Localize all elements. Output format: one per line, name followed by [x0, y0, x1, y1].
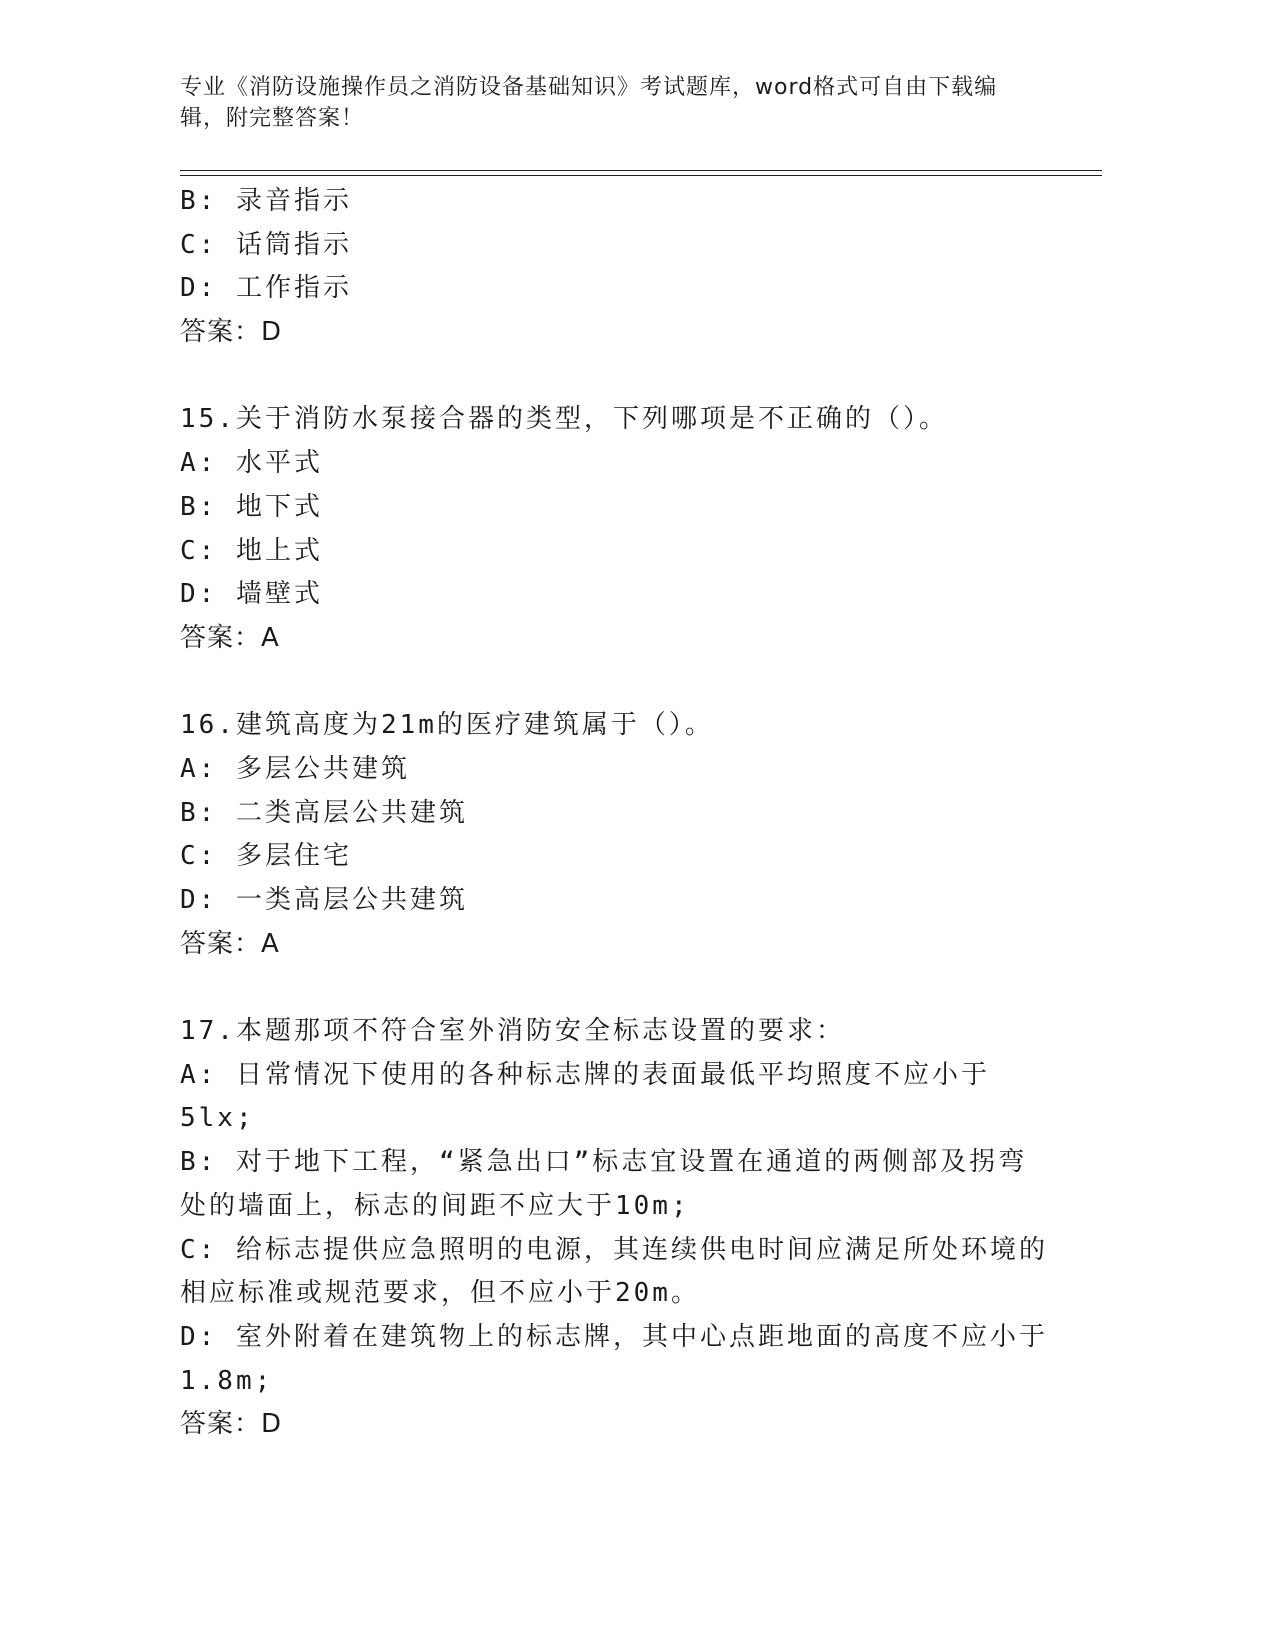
option-c: C: 地上式 — [180, 535, 323, 566]
header-rule-top — [180, 170, 1102, 171]
option-d: D: 工作指示 — [180, 273, 352, 304]
question-block-17 — [180, 1010, 1050, 1447]
option-a: A: 水平式 — [180, 448, 323, 479]
option-b: B: 录音指示 — [180, 186, 352, 216]
question-text: 15.关于消防水泵接合器的类型，下列哪项是不正确的（）。 — [180, 404, 948, 435]
option-c: C: 给标志提供应急照明的电源，其连续供电时间应满足所处环境的相应标准或规范要求，但不应小于20m。 — [180, 1234, 1048, 1309]
question-block-16 — [180, 704, 1050, 966]
answer-line: 答案：D — [180, 317, 283, 348]
option-d: D: 墙壁式 — [180, 579, 323, 610]
header-rule-bottom — [180, 175, 1102, 176]
question-block-prev — [180, 180, 1050, 355]
option-c: C: 话筒指示 — [180, 229, 352, 260]
question-text: 16.建筑高度为21m的医疗建筑属于（）。 — [180, 710, 714, 741]
answer-line: 答案：A — [180, 928, 280, 959]
option-d: D: 室外附着在建筑物上的标志牌，其中心点距地面的高度不应小于1.8m; — [180, 1321, 1048, 1396]
option-b: B: 地下式 — [180, 491, 323, 522]
spacer — [180, 966, 1050, 1010]
option-c: C: 多层住宅 — [180, 841, 352, 872]
answer-line: 答案：A — [180, 622, 280, 653]
document-header: 专业《消防设施操作员之消防设备基础知识》考试题库，word格式可自由下载编辑，附完整答案！ — [180, 75, 998, 131]
spacer — [180, 661, 1050, 705]
question-list — [180, 180, 1050, 1447]
spacer — [180, 355, 1050, 399]
option-b: B: 对于地下工程，“紧急出口”标志宜设置在通道的两侧部及拐弯处的墙面上，标志的间距不应大于10m; — [180, 1147, 1028, 1221]
option-b: B: 二类高层公共建筑 — [180, 797, 468, 828]
option-a: A: 多层公共建筑 — [180, 753, 410, 784]
question-text: 17.本题那项不符合室外消防安全标志设置的要求： — [180, 1016, 845, 1047]
option-a: A: 日常情况下使用的各种标志牌的表面最低平均照度不应小于5lx; — [180, 1059, 990, 1134]
option-d: D: 一类高层公共建筑 — [180, 885, 468, 915]
answer-line: 答案：D — [180, 1409, 283, 1440]
question-block-15 — [180, 398, 1050, 660]
